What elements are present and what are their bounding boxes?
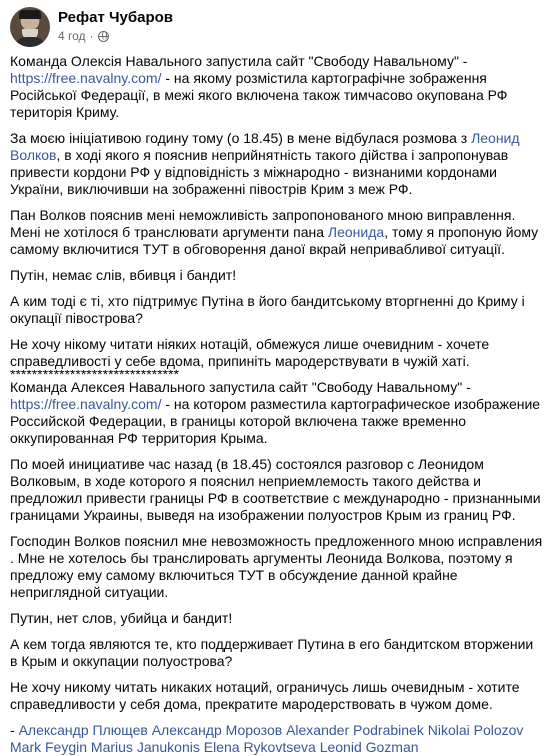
tag-link[interactable]: Alexander Podrabinek [286, 722, 424, 738]
ru-paragraph-3: Господин Волков пояснил мне невозможность предложенного мною исправления . Мне не хотелось бы транслировать аргументы Леонида Волкова, поэтому я предложу ему самому включиться ТУТ в обсуждение данной крайне неприглядной ситуации. [10, 533, 543, 600]
tag-link[interactable]: Elena Rykovtseva [203, 739, 316, 755]
ua-paragraph-2 [10, 130, 544, 198]
ua-p3-text-b: , тому я пропоную йому самому включитися ТУТ в обговорення даної вкрай непривабливої ситуації. [10, 224, 539, 257]
mention-leonid[interactable]: Леонида [327, 224, 385, 240]
post-time[interactable]: 4 год [58, 29, 86, 43]
ru-p1-text-a: Команда Алексея Навального запустила сайт "Свободу Навальному" - [10, 379, 471, 395]
navalny-site-link-ru[interactable]: https://free.navalny.com/ [10, 396, 162, 412]
tag-link[interactable]: Nikolai Polozov [427, 722, 524, 738]
tag-link[interactable]: Marius Janukonis [90, 739, 200, 755]
mention-leonid-volkov[interactable]: Леонид Волков [10, 130, 520, 163]
ua-p1-text-b: - на якому розмістила картографічне зображення Російської Федерації, в межі якого включена також тимчасово окупована РФ територія Криму. [10, 70, 508, 120]
tags-prefix: - [10, 722, 19, 738]
post-body [10, 53, 544, 756]
post-meta [58, 7, 173, 44]
ua-p1-text-a: Команда Олексія Навального запустила сайт "Свободу Навальному" - [10, 53, 468, 69]
avatar[interactable] [10, 7, 50, 47]
ru-paragraph-4: Путин, нет слов, убийца и бандит! [10, 610, 233, 626]
tag-link[interactable]: Александр Плющев [18, 722, 148, 738]
ua-paragraph-1 [10, 53, 544, 121]
tag-link[interactable]: Leonid Gozman [319, 739, 419, 755]
tag-link[interactable]: Mark Feygin [10, 739, 88, 755]
ru-paragraph-2: По моей инициативе час назад (в 18.45) состоялся разговор с Леонидом Волковым, в ходе которого я пояснил неприемлемость такого действа и предложил привести границы РФ в соответствие с международно - признанными границами Украины, выведя на изображении полуостров Крым из границ РФ. [10, 456, 541, 523]
ua-paragraph-3 [10, 207, 544, 258]
author-name[interactable]: Рефат Чубаров [58, 9, 173, 26]
ua-paragraph-6: Не хочу нікому читати ніяких нотацій, обмежуся лише очевидним - хочете справедливості у себе вдома, припиніть мародерствувати в чужій хаті. [10, 336, 490, 369]
navalny-site-link[interactable]: https://free.navalny.com/ [10, 70, 162, 86]
ru-paragraph-6: Не хочу никому читать никаких нотаций, ограничусь лишь очевидным - хотите справедливости у себя дома, прекратите мародерствовать в чужом доме. [10, 679, 520, 712]
ua-p2-text-b: , в ході якого я пояснив неприйнятність такого дійства і запропонував привести кордони РФ у відповідність з міжнародно - визнаними кордонами України, виключивши на зображенні півострів Крим з меж РФ. [10, 147, 509, 197]
tag-link[interactable]: Александр Морозов [151, 722, 283, 738]
tagged-people [10, 722, 544, 756]
ua-paragraph-4: Путін, немає слів, вбивця і бандит! [10, 267, 237, 283]
ru-paragraph-5: А кем тогда являются те, кто поддерживает Путина в его бандитском вторжении в Крым и оккупации полуострова? [10, 636, 534, 669]
separator-stars: ******************************* [10, 370, 179, 379]
post-subline [58, 28, 173, 44]
separator-dot: · [89, 29, 94, 43]
ua-p3-text-a: Пан Волков пояснив мені неможливість запропонованого мною виправлення. Мені не хотілося б транслювати аргументи пана [10, 207, 516, 240]
ru-paragraph-1 [10, 379, 544, 447]
globe-icon[interactable] [98, 31, 109, 42]
ru-p1-text-b: - на котором разместила картографическое изображение Российской Федерации, в границы которой включена также временно оккупированная РФ территория Крыма. [10, 396, 541, 446]
ua-p2-text-a: За моєю ініціативою годину тому (о 18.45) в мене відбулася розмова з [10, 130, 472, 146]
post-header [10, 7, 173, 47]
ua-paragraph-5: А ким тоді є ті, хто підтримує Путіна в його бандитському вторгненні до Криму і окупації півострова? [10, 293, 525, 326]
